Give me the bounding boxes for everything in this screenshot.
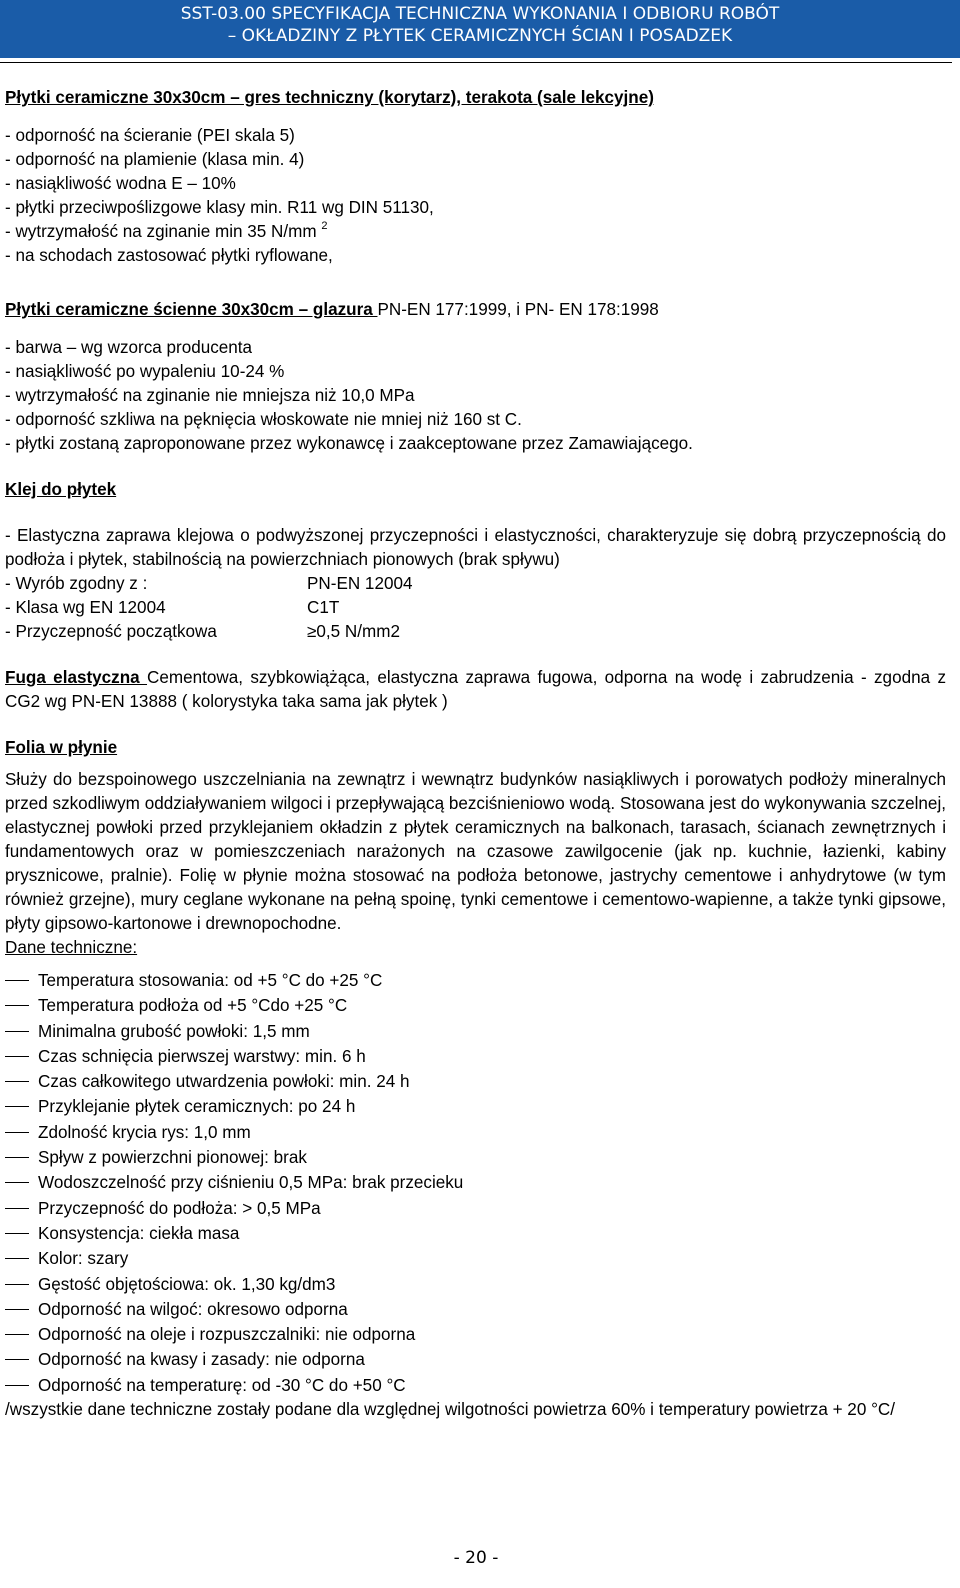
section5-description: Służy do bezspoinowego uszczelniania na zewnątrz i wewnątrz budynków nasiąkliwych i porowatych podłoży mineralnych przed szkodliwym oddziaływaniem wilgoci i przepływającą bezciśnieniowo wodą. Stosowana jest do wykonywania szczelnej, elastycznej powłoki przed przyklejaniem okładzin z płytek ceramicznych na balkonach, tarasach, ścianach zewnętrznych i fundamentowych oraz w pomieszczeniach narażonych na czasowe zawilgocenie (jak np. kuchnie, łazienki, kabiny prysznicowe, pralnie). Folię w płynie można stosować na podłoża betonowe, jastrychy cementowe i anhydrytowe (w tym również grzejne), mury ceglane wykonane na pełną spoinę, tynki cementowe i cementowo-wapienne, a także tynki gipsowe, płyty gipsowo-kartonowe i drewnopochodne. <box>5 770 946 933</box>
dash-bullet-icon <box>5 1044 38 1069</box>
section2-item: - barwa – wg wzorca producenta <box>5 338 253 357</box>
section1-list <box>5 124 946 268</box>
list-item: Kolor: szary <box>5 1246 946 1271</box>
section2-norm: PN-EN 177:1999, i PN- EN 178:1998 <box>377 300 659 319</box>
list-item: Minimalna grubość powłoki: 1,5 mm <box>5 1019 946 1044</box>
header-divider <box>0 62 952 63</box>
section3-description: - Elastyczna zaprawa klejowa o podwyższonej przyczepności i elastyczności, charakteryzuje się dobrą przyczepnością do podłoża i płytek, stabilnością na powierzchniach pionowych (brak spływu) <box>5 526 946 569</box>
section1-item: - nasiąkliwość wodna E – 10% <box>5 174 236 193</box>
section1-item: - odporność na ścieranie (PEI skala 5) <box>5 126 295 145</box>
dash-bullet-icon <box>5 1246 38 1271</box>
list-item: Gęstość objętościowa: ok. 1,30 kg/dm3 <box>5 1272 946 1297</box>
list-item: Konsystencja: ciekła masa <box>5 1221 946 1246</box>
section1-item: - na schodach zastosować płytki ryflowane, <box>5 246 333 265</box>
dash-bullet-icon <box>5 1221 38 1246</box>
section4-heading: Fuga elastyczna <box>5 668 148 687</box>
list-item: Zdolność krycia rys: 1,0 mm <box>5 1120 946 1145</box>
list-item: Temperatura podłoża od +5 °Cdo +25 °C <box>5 993 946 1018</box>
page-header <box>0 0 960 58</box>
spec-row: - Klasa wg EN 12004 C1T <box>5 598 340 617</box>
section3-heading: Klej do płytek <box>5 480 117 499</box>
dash-bullet-icon <box>5 1145 38 1170</box>
dash-bullet-icon <box>5 1069 38 1094</box>
section2-list <box>5 336 946 456</box>
dash-bullet-icon <box>5 1347 38 1372</box>
section2-item: - płytki zostaną zaproponowane przez wykonawcę i zaakceptowane przez Zamawiającego. <box>5 434 693 453</box>
list-item: Odporność na kwasy i zasady: nie odporna <box>5 1347 946 1372</box>
superscript: 2 <box>321 220 328 232</box>
tech-data-note: /wszystkie dane techniczne zostały podane dla względnej wilgotności powietrza 60% i temperatury powietrza + 20 °C/ <box>5 1400 896 1420</box>
section1-item: - odporność na plamienie (klasa min. 4) <box>5 150 305 169</box>
spec-row: - Wyrób zgodny z : PN-EN 12004 <box>5 574 413 593</box>
list-item: Spływ z powierzchni pionowej: brak <box>5 1145 946 1170</box>
section2-item: - nasiąkliwość po wypaleniu 10-24 % <box>5 362 285 381</box>
section1-item: - płytki przeciwpoślizgowe klasy min. R11 wg DIN 51130, <box>5 198 434 217</box>
section1-strength: - wytrzymałość na zginanie min 35 N/mm $^2$ <box>5 220 328 241</box>
list-item: Wodoszczelność przy ciśnieniu 0,5 MPa: brak przecieku <box>5 1170 946 1195</box>
dash-bullet-icon <box>5 1019 38 1044</box>
section2-item: - odporność szkliwa na pęknięcia włoskowate nie mniej niż 160 st C. <box>5 410 522 429</box>
dash-bullet-icon <box>5 1322 38 1347</box>
section1-heading: Płytki ceramiczne 30x30cm – gres techniczny (korytarz), terakota (sale lekcyjne) <box>5 88 654 107</box>
tech-data-heading: Dane techniczne: <box>5 938 138 957</box>
section2-item: - wytrzymałość na zginanie nie mniejsza niż 10,0 MPa <box>5 386 415 405</box>
dash-bullet-icon <box>5 968 38 993</box>
dash-bullet-icon <box>5 1170 38 1195</box>
dash-bullet-icon <box>5 1196 38 1221</box>
dash-bullet-icon <box>5 1094 38 1119</box>
list-item: Przyklejanie płytek ceramicznych: po 24 h <box>5 1094 946 1119</box>
list-item: Odporność na oleje i rozpuszczalniki: nie odporna <box>5 1322 946 1347</box>
section3-specs <box>5 572 946 644</box>
list-item: Temperatura stosowania: od +5 °C do +25 °C <box>5 968 946 993</box>
list-item: Przyczepność do podłoża: > 0,5 MPa <box>5 1196 946 1221</box>
spec-row: - Przyczepność początkowa ≥0,5 N/mm2 <box>5 622 400 641</box>
dash-bullet-icon <box>5 1272 38 1297</box>
section4-paragraph: Fuga elastyczna Cementowa, szybkowiążąca, elastyczna zaprawa fugowa, odporna na wodę i zabrudzenia - zgodna z CG2 wg PN-EN 13888 ( kolorystyka taka sama jak płytek ) <box>5 668 946 711</box>
list-item: Odporność na wilgoć: okresowo odporna <box>5 1297 946 1322</box>
section5-heading: Folia w płynie <box>5 738 118 757</box>
dash-bullet-icon <box>5 993 38 1018</box>
page-number: - 20 - <box>453 1548 499 1568</box>
dash-bullet-icon <box>5 1120 38 1145</box>
list-item: Czas schnięcia pierwszej warstwy: min. 6 h <box>5 1044 946 1069</box>
dash-bullet-icon <box>5 1297 38 1322</box>
dash-bullet-icon <box>5 1373 38 1398</box>
header-title-line2: – OKŁADZINY Z PŁYTEK CERAMICZNYCH ŚCIAN I POSADZEK <box>227 26 733 46</box>
list-item: Odporność na temperaturę: od -30 °C do +50 °C <box>5 1373 946 1398</box>
list-item: Czas całkowitego utwardzenia powłoki: min. 24 h <box>5 1069 946 1094</box>
tech-data-list <box>5 968 946 1398</box>
section2-heading: Płytki ceramiczne ścienne 30x30cm – glazura PN-EN 177:1999, i PN- EN 178:1998 <box>5 300 659 319</box>
document-body <box>5 86 946 1422</box>
header-title-line1: SST-03.00 SPECYFIKACJA TECHNICZNA WYKONANIA I ODBIORU ROBÓT <box>180 4 780 24</box>
